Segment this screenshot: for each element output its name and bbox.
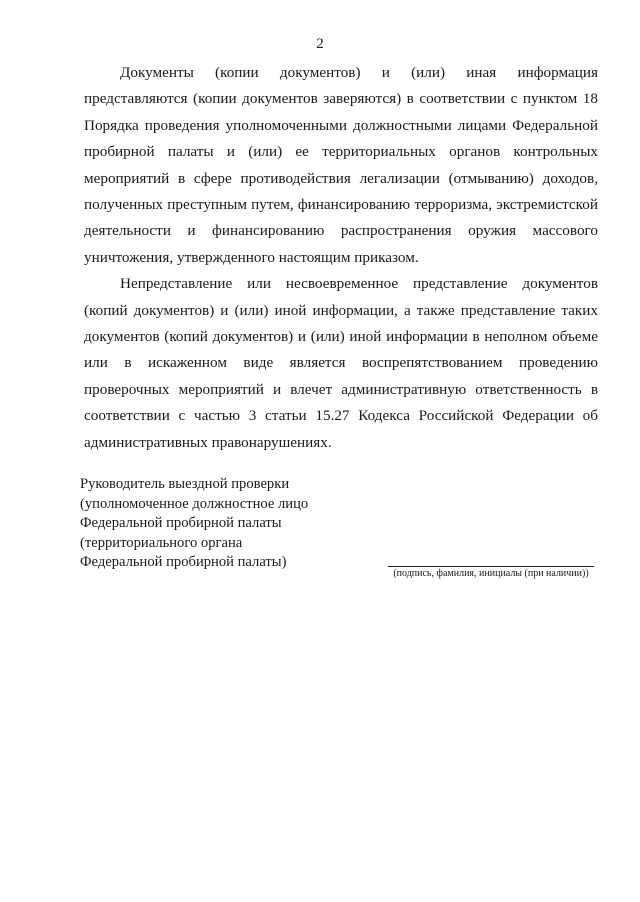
- signature-rule: [388, 566, 594, 567]
- paragraph-non-submission-liability: Непредставление или несвоевременное представление документов (копий документов) и (или) иной информации, а также представление таких документов (копий документов) и (или) иной информации в неполном объеме или в искаженном виде является воспрепятствованием проведению проверочных мероприятий и влечет административную ответственность в соответствии с частью 3 статьи 15.27 Кодекса Российской Федерации об административных правонарушениях.: [84, 275, 598, 451]
- page-number: 2: [316, 36, 324, 52]
- document-body: [84, 60, 598, 456]
- signature-line-title: Руководитель выездной проверки: [80, 476, 290, 492]
- signature-line-official: (уполномоченное должностное лицо: [80, 495, 309, 512]
- signature-caption: (подпись, фамилия, инициалы (при наличии)): [393, 568, 589, 579]
- signature-block: [80, 475, 308, 573]
- signature-line-chamber: Федеральной пробирной палаты: [80, 515, 282, 531]
- paragraph-documents-submission: Документы (копии документов) и (или) иная информация представляются (копии документов заверяются) в соответствии с пунктом 18 Порядка проведения уполномоченными должностными лицами Федеральной пробирной палаты и (или) ее территориальных органов контрольных мероприятий в сфере противодействия легализации (отмыванию) доходов, полученных преступным путем, финансированию терроризма, экстремистской деятельности и финансированию распространения оружия массового уничтожения, утвержденного настоящим приказом.: [84, 64, 598, 266]
- signature-line-chamber-closing: Федеральной пробирной палаты): [80, 554, 287, 570]
- signature-line-territorial: (территориального органа: [80, 534, 243, 551]
